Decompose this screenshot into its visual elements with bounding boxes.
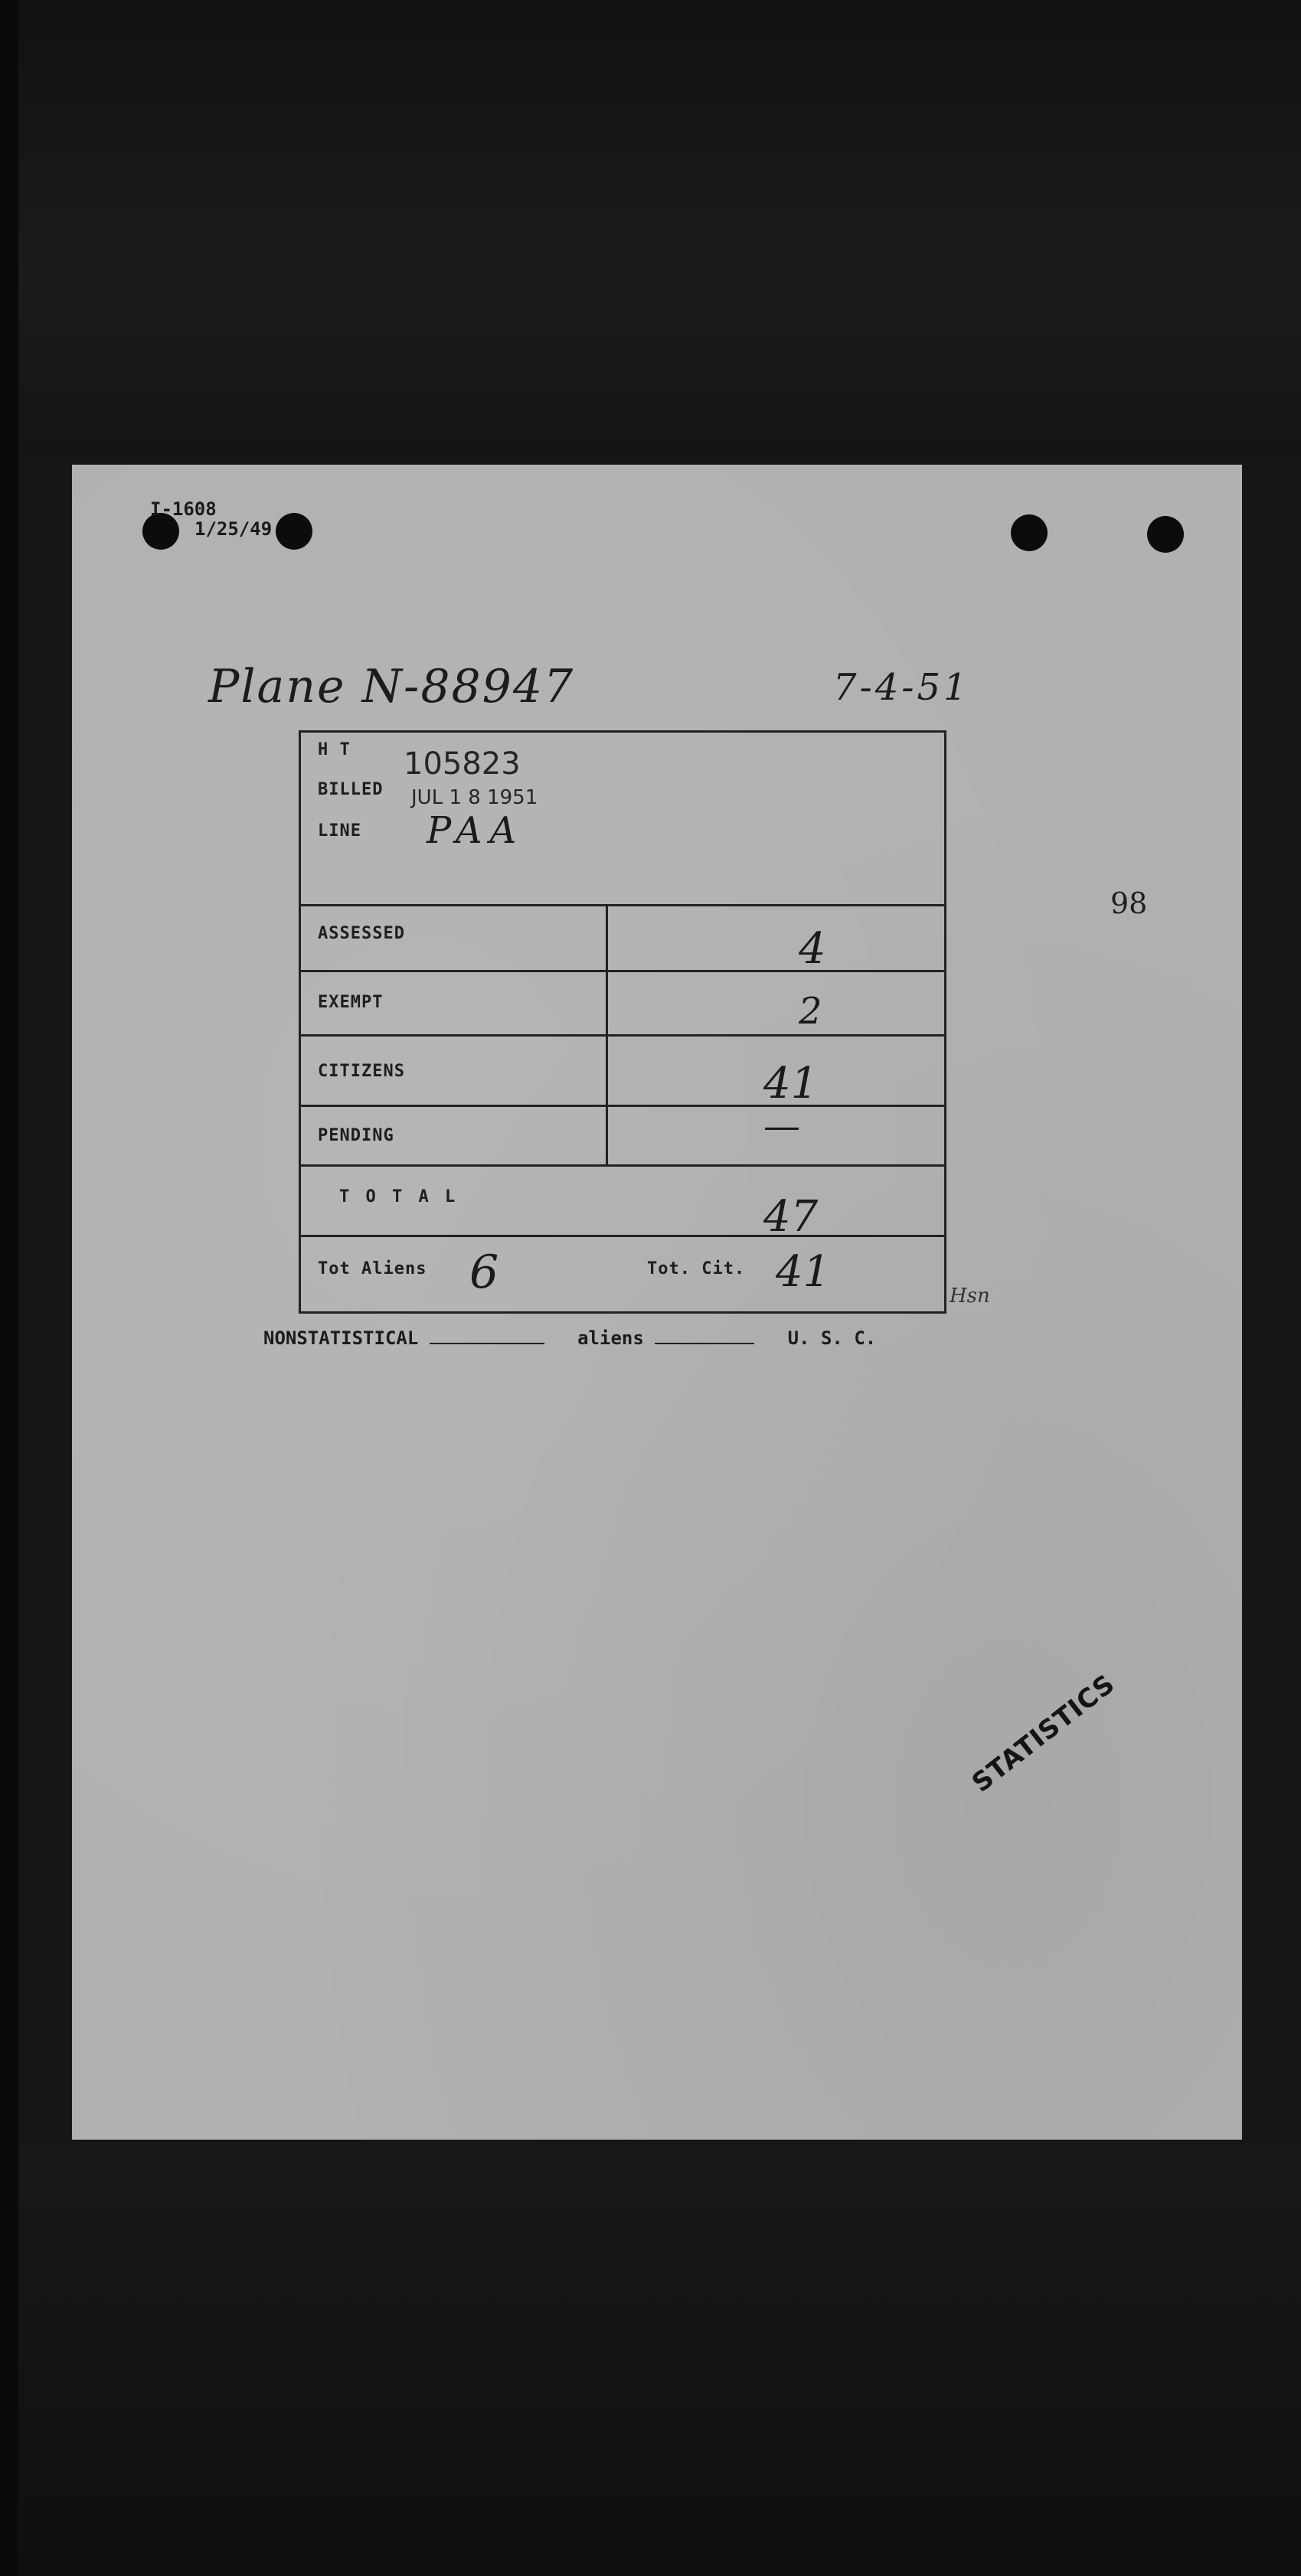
punch-hole-4 xyxy=(1147,516,1184,553)
punch-hole-2 xyxy=(276,513,312,550)
scan-background-bottom xyxy=(0,2143,1301,2576)
arrival-date: 7-4-51 xyxy=(833,666,970,709)
tot-cit-label: Tot. Cit. xyxy=(647,1259,746,1278)
line-label: LINE xyxy=(318,821,361,841)
form-revision: 1/25/49 xyxy=(194,518,273,540)
aliens-blank xyxy=(655,1329,754,1344)
punch-hole-3 xyxy=(1011,514,1048,551)
inspector-initials: Hsn xyxy=(950,1285,990,1308)
exempt-label: EXEMPT xyxy=(318,993,384,1012)
tot-aliens-label: Tot Aliens xyxy=(318,1259,427,1278)
total-value: 47 xyxy=(763,1192,819,1242)
divider-exempt xyxy=(301,1034,944,1037)
form-identifier xyxy=(150,499,272,539)
divider-pending xyxy=(301,1164,944,1167)
assessed-label: ASSESSED xyxy=(318,924,405,943)
billed-label: BILLED xyxy=(318,780,384,799)
film-edge-left xyxy=(0,0,18,2576)
citizens-value: 41 xyxy=(763,1059,819,1108)
pending-value: — xyxy=(763,1105,800,1148)
page-number: 98 xyxy=(1110,886,1148,920)
scan-background-top xyxy=(0,0,1301,459)
divider-total xyxy=(301,1235,944,1237)
total-label: T O T A L xyxy=(339,1187,459,1206)
record-box xyxy=(299,730,946,1314)
nonstatistical-blank xyxy=(430,1329,544,1344)
plane-number: Plane N-88947 xyxy=(208,660,575,713)
ht-label: H T xyxy=(318,740,351,759)
nonstatistical-line xyxy=(263,1327,876,1349)
usc-label: U. S. C. xyxy=(787,1327,877,1349)
form-number: I-1608 xyxy=(150,498,217,520)
citizens-label: CITIZENS xyxy=(318,1062,405,1081)
billed-date: JUL 1 8 1951 xyxy=(411,786,538,809)
divider-citizens xyxy=(301,1105,944,1107)
tot-cit-value: 41 xyxy=(776,1247,831,1297)
pending-label: PENDING xyxy=(318,1126,394,1145)
exempt-value: 2 xyxy=(799,990,822,1033)
assessed-value: 4 xyxy=(799,924,826,974)
tot-aliens-value: 6 xyxy=(469,1246,499,1299)
divider-top xyxy=(301,904,944,906)
ht-number: 105823 xyxy=(404,746,521,782)
statistics-stamp: STATISTICS xyxy=(966,1668,1121,1799)
line-value: PAA xyxy=(427,809,525,852)
aliens-label: aliens xyxy=(577,1327,644,1349)
nonstatistical-label: NONSTATISTICAL xyxy=(263,1327,419,1349)
divider-assessed xyxy=(301,970,944,972)
